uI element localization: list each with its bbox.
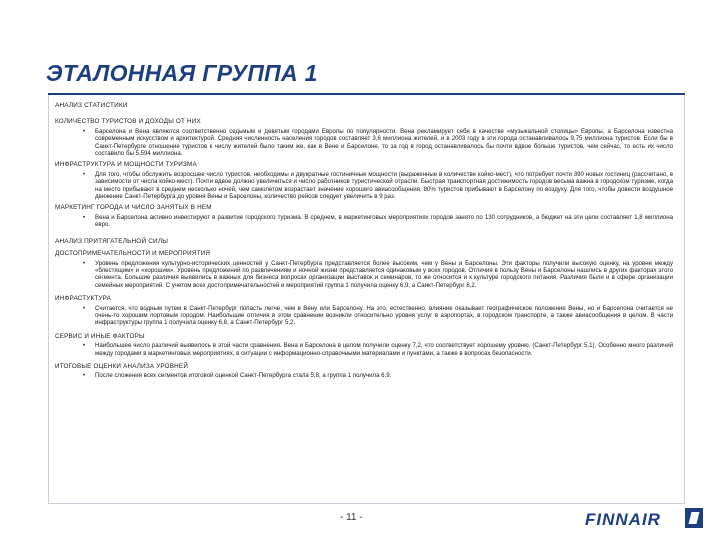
subheading-service: СЕРВИС И ИНЫЕ ФАКТОРЫ	[55, 332, 145, 340]
bullet-text-infrastructure-2: Считается, что водным путем в Санкт-Петербург попасть легче, чем в Вену или Барселону. На это, естественно, влияние оказывает географическое положение Вены, но и Барселона считается не очень-то хорошим портовым городом. Наибольшие отличия в этом сравнении возникли относительно уровня услуг в аэропортах, в городском транспорте, а также авиасообщения в целом. В части инфраструктуры группа 1 получила оценку 6,8, а Санкт-Петербург 5,2.	[95, 304, 673, 327]
subheading-totals: ИТОГОВЫЕ ОЦЕНКИ АНАЛИЗА УРОВНЕЙ	[55, 362, 189, 370]
panel-top-rule	[48, 93, 685, 95]
bullet-icon: •	[83, 127, 86, 135]
bullet-icon: •	[83, 304, 86, 312]
page-number: - 11 -	[340, 512, 363, 523]
bullet-text-sights: Уровень предложения культурно-исторических ценностей у Санкт-Петербурга представляется более высоким, чем у Вены и Барселоны. Эти факторы получили высокую оценку, на уровне между «блестящим» и «хорошим». Уровень предложений по развлечениям и ночной жизни представляется одинаковым у всех городов. Отличия в пользу Вены и Барселоны нашлись в других факторах этого сегмента. Большие различия выявились в важных для бизнеса вопросах организации выставок и семинаров, то же относится и к культуре городского питания. Различия были и в сфере организации семейных мероприятий. С учетом всех достопримечательностей и мероприятий группа 1 получила оценку 6,9, а Санкт-Петербург 6,2.	[95, 259, 673, 289]
section-heading-attractiveness: АНАЛИЗ ПРИТЯГАТЕЛЬНОЙ СИЛЫ	[55, 237, 169, 245]
section-heading-statistics: АНАЛИЗ СТАТИСТИКИ	[55, 102, 128, 109]
logo-text: FINNAIR	[585, 510, 661, 529]
bullet-text-marketing: Вена и Барселона активно инвестируют в развитие городского туризма. В среднем, в маркетинговых мероприятиях городов занято по 130 сотрудников, а бюджет на эти цели составляет 1,8 миллиона евро.	[95, 213, 673, 229]
page-title: ЭТАЛОННАЯ ГРУППА 1	[46, 60, 318, 86]
subheading-sights: ДОСТОПРИМЕЧАТЕЛЬНОСТИ И МЕРОПРИЯТИЯ	[55, 250, 211, 258]
report-body	[55, 102, 679, 384]
list-item	[83, 342, 679, 357]
list-item	[83, 260, 679, 290]
list-item	[83, 171, 679, 201]
list-item	[83, 128, 679, 158]
list-item	[83, 305, 679, 327]
list-item	[83, 372, 679, 379]
subheading-tourists: КОЛИЧЕСТВО ТУРИСТОВ И ДОХОДЫ ОТ НИХ	[55, 118, 201, 126]
bullet-icon: •	[83, 213, 86, 221]
bullet-text-totals: После сложения всех сегментов итоговой оценкой Санкт-Петербурга стала 5,8, а группа 1 получила 6,9.	[95, 372, 392, 380]
bullet-icon: •	[83, 372, 86, 380]
subheading-marketing: МАРКЕТИНГ ГОРОДА И ЧИСЛО ЗАНЯТЫХ В НЕМ	[55, 204, 212, 212]
subheading-infrastructure: ИНФРАСТУКТУРА	[55, 295, 111, 303]
finnair-f-icon	[685, 508, 703, 528]
bullet-text-infrastructure: Для того, чтобы обслужить возросшее число туристов, необходимы и двукратные гостиничные мощности (выраженные в количестве койко-мест), что потребует почти 390 новых гостиниц (рассчитано, в зависимости от числа койко-мест). Почти вдвое должно увеличиться и число работников туристической отрасли. Быстрая транспортная достижимость городов весьма важна в городском туризме, когда на место прибывают в среднем несколько ночей, чем самолетом возрастает значение хорошего авиасообщения. 80% туристов прибывают в Барселону по воздуху. Для того, чтобы довести воздушное движение Санкт-Петербурга до уровня Вены и Барселоны, количество рейсов следует увеличить в 9 раз.	[95, 170, 673, 201]
bullet-icon: •	[83, 170, 86, 178]
subheading-infrastructure-capacity: ИНФРАСТРУКТУРА И МОЩНОСТИ ТУРИЗМА	[55, 161, 197, 169]
bullet-icon: •	[83, 259, 86, 267]
bullet-text-service: Наибольшее число различий выявилось в этой части сравнения. Вена и Барселона в целом получили оценку 7,2, что соответствует хорошему уровню. (Санкт-Петербург 5,1). Особенно много различий между городами в маркетинговых мероприятиях, в ситуации с информационно-справочными материалами и пунктами, а также в вопросах безопасности.	[95, 342, 673, 357]
finnair-logo	[585, 508, 705, 530]
bullet-icon: •	[83, 342, 86, 350]
bullet-text-tourists: Барселона и Вена являются соответственно седьмым и девятым городами Европы по популярности. Вена рекламирует себя в качестве «музыкальной столицы» Европы, а Барселона известна современным искусством и архитектурой. Средняя численность населения городов составляет 3,6 миллиона жителей, и в 2003 году в эти города останавливалось 9,75 миллиона туристов. Если бы в Санкт-Петербурге отношение туристов к числу жителей было таким же, как в Вене и Барселоне, то за год в город останавливалось бы почти вдвое больше туристов, чем сейчас, то есть их число составило бы 5,594 миллиона.	[95, 127, 673, 158]
list-item	[83, 214, 679, 229]
